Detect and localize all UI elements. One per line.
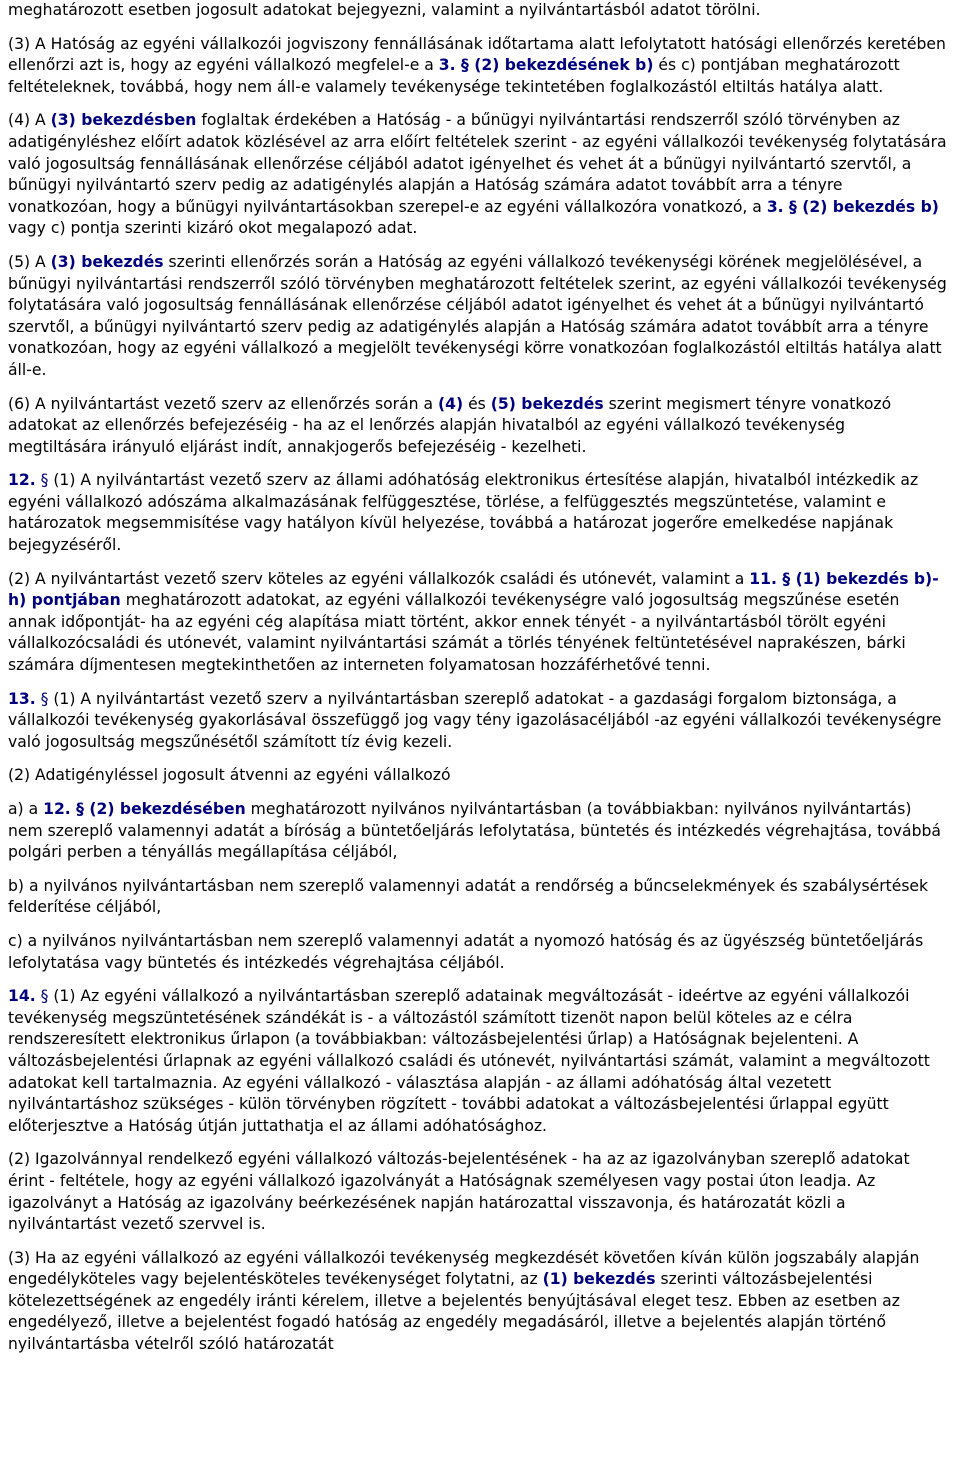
paragraph-13-2-c (8, 931, 948, 974)
paragraph-11-6 (8, 394, 948, 459)
section-sign: § (40, 987, 49, 1006)
text-run: b) a nyilvános nyilvántartásban nem szereplő valamennyi adatát a rendőrség a bűncselekmények és szabálysértések felderítése céljából, (8, 876, 929, 917)
paragraph-12-1 (8, 470, 948, 556)
text-run: (2) A nyilvántartást vezető szerv köteles az egyéni vállalkozók családi és utónevét, valamint a (8, 569, 750, 588)
paragraph-13-2 (8, 765, 948, 787)
text-run: foglaltak érdekében a Hatóság - a bűnügyi nyilvántartási rendszerről szóló törvényben az adatigényléshez előírt adatok közlésével az arra előírt feltételek szerint - az egyéni vállalkozói tevékenység folytatására való jogosultság fennállásának ellenőrzése céljából adatot igényelhet és vehet át a bűnügyi nyilvántartó szervtől, a bűnügyi nyilvántartó szerv pedig az adatigénylés alapján a Hatóság számára adatot továbbít arra a tényre vonatkozóan, hogy a bűnügyi nyilvántartásokban szerepel-e az egyéni vállalkozóra vonatkozó, a (8, 111, 947, 216)
section-reference-link[interactable]: 12. § (2) bekezdésében (43, 800, 246, 818)
paragraph-13-1 (8, 689, 948, 754)
section-number: 12. (8, 471, 36, 490)
document-body (8, 0, 948, 1356)
section-reference-link[interactable]: 11. § (1) bekezdés b)-h) pontjában (8, 569, 939, 610)
section-sign: § (40, 689, 49, 708)
paragraph-12-2 (8, 569, 948, 677)
section-reference-link[interactable]: (5) bekezdés (490, 394, 604, 413)
section-reference-link[interactable]: (3) bekezdés (50, 252, 164, 271)
text-run: (1) A nyilvántartást vezető szerv az állami adóhatóság elektronikus értesítése alapján, hivatalból intézkedik az egyéni vállalkozó adószáma alkalmazásának felfüggesztése, törlése, a felfüggesztés megszüntetése, valamint e határozatok megsemmisítése vagy hatályon kívül helyezése, továbbá a határozat jogerőre emelkedése napjának bejegyzéséről. (8, 471, 919, 555)
text-run: meghatározott esetben jogosult adatokat bejegyezni, valamint a nyilvántartásból adatot törölni. (8, 1, 761, 19)
text-run: (3) A Hatóság az egyéni vállalkozói jogviszony fennállásának időtartama alatt lefolytatott hatósági ellenőrzés keretében ellenőrzi azt is, hogy az egyéni vállalkozó megfelel-e a (8, 34, 946, 75)
text-run: (2) Igazolvánnyal rendelkező egyéni vállalkozó változás-bejelentésének - ha az az igazolványban szereplő adatokat érint - feltétele, hogy az egyéni vállalkozó igazolványát a Hatóságnak személyesen vagy postai úton leadja. Az igazolványt a Hatóság az igazolvány beérkezésének napján határozattal visszavonja, és határozatát közli a nyilvántartást vezető szervvel is. (8, 1150, 910, 1234)
text-run: (2) Adatigényléssel jogosult átvenni az egyéni vállalkozó (8, 766, 451, 785)
paragraph-14-2 (8, 1149, 948, 1235)
section-number: 14. (8, 987, 36, 1006)
text-run: (1) A nyilvántartást vezető szerv a nyilvántartásban szereplő adatokat - a gazdasági forgalom biztonsága, a vállalkozói tevékenység gyakorlásával összefüggő jog vagy tény igazolásacéljából -az egyéni vállalkozói tevékenységre való jogosultság megszűnésétől számított tíz évig kezeli. (8, 689, 942, 751)
text-run: és (463, 394, 491, 413)
text-run: vagy c) pontja szerinti kizáró okot megalapozó adat. (8, 219, 418, 238)
paragraph-11-5 (8, 252, 948, 382)
section-reference-link[interactable]: (3) bekezdésben (50, 111, 197, 130)
text-run: meghatározott nyilvános nyilvántartásban (a továbbiakban: nyilvános nyilvántartás) nem szereplő valamennyi adatát a bíróság a büntetőeljárás lefolytatása, büntetés és intézkedés végrehajtása, továbbá polgári perben a tényállás megállapítása céljából, (8, 800, 941, 862)
section-sign: § (40, 471, 49, 490)
section-reference-link[interactable]: (1) bekezdés (542, 1270, 656, 1289)
text-run: szerinti ellenőrzés során a Hatóság az egyéni vállalkozó tevékenységi körének megjelölésével, a bűnügyi nyilvántartási rendszerről szóló törvényben meghatározott feltételek szerint, az egyéni vállalkozói tevékenység folytatására való jogosultság fennállásának ellenőrzése céljából adatot igényelhet és vehet át a bűnügyi nyilvántartó szervtől, a bűnügyi nyilvántartó szerv pedig az adatigénylés alapján a Hatóság számára adatot továbbít arra a tényre vonatkozóan, hogy az egyéni vállalkozó a megjelölt tevékenységi körre vonatkozóan foglalkozástól eltiltás hatálya alatt áll-e. (8, 252, 947, 379)
text-run: (1) Az egyéni vállalkozó a nyilvántartásban szereplő adatainak megváltozását - ideértve az egyéni vállalkozói tevékenység megszüntetésének szándékát is - a változástól számított tizenöt napon belül köteles az e célra rendszeresített elektronikus űrlapon (a továbbiakban: változásbejelentési űrlap) a Hatóságnak bejelenteni. A változásbejelentési űrlapnak az egyéni vállalkozó családi és utónevét, nyilvántartási számát, valamint a megváltozott adatokat kell tartalmaznia. Az egyéni vállalkozó - választása alapján - az állami adóhatóság által vezetett nyilvántartáshoz szükséges - külön törvényben rögzített - további adatokat a változásbejelentési űrlappal együtt előterjesztve a Hatóság útján juttathatja el az állami adóhatósághoz. (8, 987, 930, 1135)
paragraph-11-4 (8, 110, 948, 240)
paragraph-13-2-b (8, 876, 948, 919)
text-run: szerint megismert tényre vonatkozó adatokat az ellenőrzés befejezéséig - ha az el lenőrzés alapján hivatalból az egyéni vállalkozó tevékenység megtiltására irányuló eljárást indít, annakjogerős befejezéséig - kezelheti. (8, 394, 892, 456)
paragraph-14-1 (8, 986, 948, 1137)
text-run: szerinti változásbejelentési kötelezettségének az engedély iránti kérelem, illetve a bejelentés benyújtásával eleget tesz. Ebben az esetben az engedélyező, illetve a bejelentést fogadó hatóság az engedély megadásáról, illetve a bejelentés alapján történő nyilvántartásba vételről szóló határozatát (8, 1270, 900, 1354)
section-reference-link[interactable]: 3. § (2) bekezdés b) (766, 197, 939, 216)
paragraph-11-3 (8, 34, 948, 99)
paragraph-13-2-a (8, 799, 948, 864)
paragraph-14-3 (8, 1248, 948, 1356)
text-run: meghatározott adatokat, az egyéni vállalkozói tevékenységre való jogosultság megszűnése esetén annak időpontját- ha az egyéni cég alapítása miatt történt, akkor ennek tényét - a nyilvántartásból törölt egyéni vállalkozócsaládi és utónevét, valamint nyilvántartási számát a törlés tényének feltüntetésével naprakészen, bárki számára díjmentesen megtekinthetően az interneten folyamatosan hozzáférhetővé tenni. (8, 591, 906, 675)
text-run: a) a (8, 800, 44, 818)
section-reference-link[interactable]: 3. § (2) bekezdésének b) (438, 56, 654, 75)
section-reference-link[interactable]: (4) (438, 394, 464, 413)
text-run: és c) pontjában meghatározott feltételeknek, továbbá, hogy nem áll-e valamely tevékenysége tekintetében foglalkozástól eltiltás hatálya alatt. (8, 56, 900, 96)
text-run: (4) A (8, 111, 51, 130)
text-run: c) a nyilvános nyilvántartásban nem szereplő valamennyi adatát a nyomozó hatóság és az ügyészség büntetőeljárás lefolytatása vagy büntetés és intézkedés végrehajtása céljából. (8, 931, 924, 972)
text-run: (5) A (8, 252, 51, 271)
text-run: (6) A nyilvántartást vezető szerv az ellenőrzés során a (8, 394, 439, 413)
section-number: 13. (8, 689, 36, 708)
paragraph-continuation (8, 0, 948, 22)
text-run: (3) Ha az egyéni vállalkozó az egyéni vállalkozói tevékenység megkezdését követően kíván külön jogszabály alapján engedélyköteles vagy bejelentésköteles tevékenységet folytatni, az (8, 1248, 920, 1289)
